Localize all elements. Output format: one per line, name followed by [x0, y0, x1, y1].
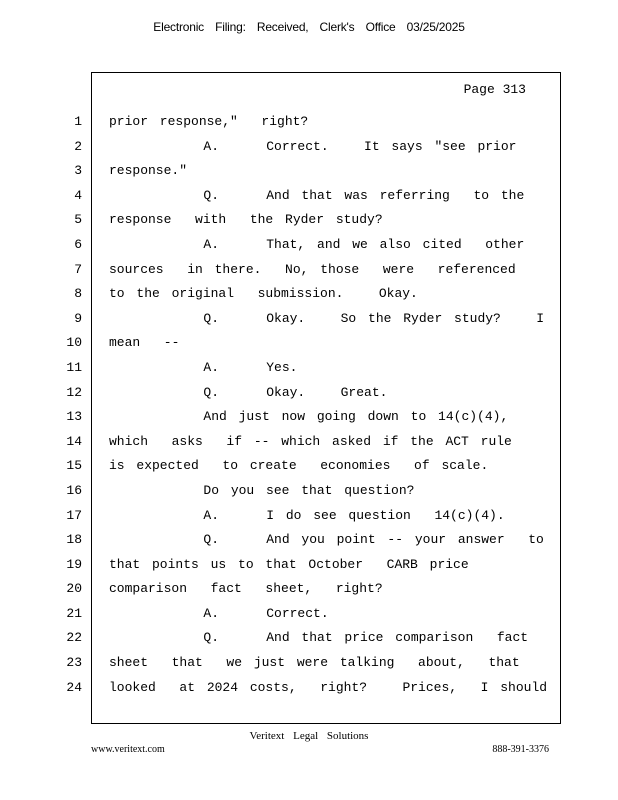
line-text: Q. Okay. Great. — [109, 384, 388, 400]
line-number: 7 — [74, 261, 82, 277]
transcript-line — [0, 331, 618, 356]
transcript-line — [0, 356, 618, 381]
transcript-line — [0, 626, 618, 651]
transcript-lines — [0, 110, 618, 700]
line-number: 9 — [74, 310, 82, 326]
transcript-line — [0, 479, 618, 504]
line-text: sheet that we just were talking about, that — [109, 655, 520, 671]
line-number: 19 — [66, 556, 82, 572]
line-text: Q. And that was referring to the — [109, 187, 525, 203]
transcript-line — [0, 405, 618, 430]
footer-company: Veritext Legal Solutions — [249, 730, 369, 742]
line-number: 10 — [66, 335, 82, 351]
footer-website: www.veritext.com — [91, 744, 165, 755]
line-number: 14 — [66, 433, 82, 449]
transcript-line — [0, 430, 618, 455]
transcript-line — [0, 208, 618, 233]
line-text: Q. And that price comparison fact — [109, 630, 529, 646]
transcript-line — [0, 135, 618, 160]
transcript-line — [0, 504, 618, 529]
transcript-line — [0, 602, 618, 627]
line-text: mean -- — [109, 335, 180, 351]
line-text: A. Correct. It says "see prior — [109, 138, 517, 154]
line-number: 12 — [66, 384, 82, 400]
transcript-line — [0, 651, 618, 676]
line-number: 2 — [74, 138, 82, 154]
line-number: 21 — [66, 605, 82, 621]
line-text: A. I do see question 14(c)(4). — [109, 507, 505, 523]
line-number: 15 — [66, 458, 82, 474]
line-number: 16 — [66, 482, 82, 498]
transcript-line — [0, 676, 618, 701]
transcript-line — [0, 110, 618, 135]
line-text: response." — [109, 163, 188, 179]
line-text: A. Yes. — [109, 359, 298, 375]
line-text: to the original submission. Okay. — [109, 286, 418, 302]
line-text: is expected to create economies of scale. — [109, 458, 489, 474]
line-text: prior response," right? — [109, 114, 309, 129]
line-number: 5 — [74, 212, 82, 228]
transcript-line — [0, 528, 618, 553]
line-number: 17 — [66, 507, 82, 523]
page-number: Page 313 — [463, 82, 526, 97]
line-text: A. Correct. — [109, 605, 329, 621]
line-number: 13 — [66, 409, 82, 425]
filing-stamp-header: Electronic Filing: Received, Clerk's Office 03/25/2025 — [153, 20, 465, 34]
line-number: 23 — [66, 655, 82, 671]
line-text: that points us to that October CARB price — [109, 556, 469, 572]
line-text: And just now going down to 14(c)(4), — [109, 409, 509, 425]
line-number: 8 — [74, 286, 82, 302]
line-text: sources in there. No, those were referenced — [109, 261, 516, 277]
line-number: 4 — [74, 187, 82, 203]
line-text: Do you see that question? — [109, 482, 415, 498]
transcript-line — [0, 258, 618, 283]
line-text: Q. And you point -- your answer to — [109, 532, 544, 548]
transcript-line — [0, 282, 618, 307]
line-text: which asks if -- which asked if the ACT rule — [109, 433, 512, 449]
transcript-line — [0, 233, 618, 258]
transcript-line — [0, 381, 618, 406]
transcript-line — [0, 577, 618, 602]
transcript-line — [0, 307, 618, 332]
line-text: comparison fact sheet, right? — [109, 581, 383, 597]
line-number: 1 — [74, 114, 82, 129]
line-number: 18 — [66, 532, 82, 548]
line-text: A. That, and we also cited other — [109, 236, 525, 252]
transcript-line — [0, 454, 618, 479]
line-text: Q. Okay. So the Ryder study? I — [109, 310, 545, 326]
transcript-line — [0, 159, 618, 184]
line-number: 24 — [66, 679, 82, 695]
line-text: looked at 2024 costs, right? Prices, I should — [109, 679, 548, 695]
line-number: 20 — [66, 581, 82, 597]
line-number: 22 — [66, 630, 82, 646]
transcript-line — [0, 184, 618, 209]
line-number: 11 — [66, 359, 82, 375]
transcript-line — [0, 553, 618, 578]
line-text: response with the Ryder study? — [109, 212, 383, 228]
line-number: 6 — [74, 236, 82, 252]
line-number: 3 — [74, 163, 82, 179]
footer-phone: 888-391-3376 — [492, 744, 549, 755]
